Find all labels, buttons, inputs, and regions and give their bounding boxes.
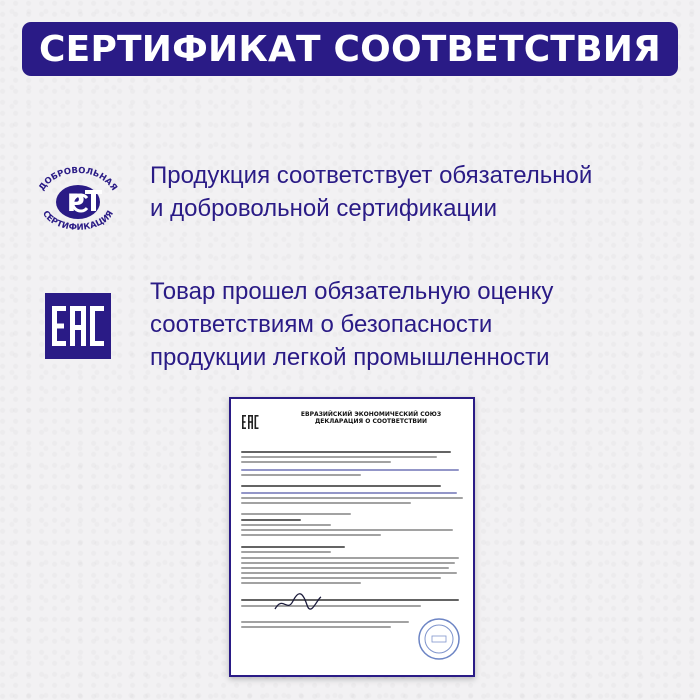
document-text-line	[241, 567, 449, 569]
feature-text	[150, 159, 685, 225]
document-text-line	[241, 529, 453, 531]
feature-line: соответствиям о безопасности	[150, 311, 493, 338]
document-text-line	[241, 485, 441, 487]
document-title-line: ДЕКЛАРАЦИЯ О СООТВЕТСТВИИ	[314, 418, 428, 425]
document-text-line	[241, 461, 391, 463]
document-text-line	[241, 621, 409, 623]
declaration-document-image	[229, 397, 475, 677]
feature-line: и добровольной сертификации	[150, 195, 498, 222]
document-stamp-icon	[417, 617, 461, 661]
document-text-line	[241, 519, 301, 521]
svg-text:Р: Р	[67, 189, 85, 217]
document-text-line	[241, 456, 437, 458]
document-text-line	[241, 513, 351, 515]
document-signature-icon	[273, 591, 323, 615]
document-text-line	[241, 502, 411, 504]
feature-line: Продукция соответствует обязательной	[150, 162, 593, 189]
document-text-line	[241, 451, 451, 453]
document-title	[281, 411, 461, 425]
document-text-line	[241, 469, 459, 471]
gost-icon-top-text: ДОБРОВОЛЬНАЯ	[37, 165, 119, 193]
document-text-line	[241, 524, 331, 526]
document-text-line	[241, 577, 441, 579]
document-text-line	[241, 497, 463, 499]
feature-line: продукции легкой промышленности	[150, 344, 550, 371]
document-text-line	[241, 605, 421, 607]
document-title-line: ЕВРАЗИЙСКИЙ ЭКОНОМИЧЕСКИЙ СОЮЗ	[300, 411, 442, 418]
feature-voluntary-certification	[0, 155, 700, 235]
gost-icon-bottom-text: СЕРТИФИКАЦИЯ	[40, 209, 116, 233]
document-text-line	[241, 492, 457, 494]
document-text-line	[241, 562, 455, 564]
document-text-line	[241, 557, 459, 559]
banner-title: СЕРТИФИКАТ СООТВЕТСТВИЯ	[39, 28, 661, 70]
feature-line: Товар прошел обязательную оценку	[150, 278, 554, 305]
document-text-line	[241, 546, 345, 548]
document-text-line	[241, 551, 331, 553]
gost-r-voluntary-certification-icon	[30, 165, 126, 237]
document-text-line	[241, 626, 391, 628]
title-banner	[22, 22, 678, 76]
document-text-line	[241, 474, 361, 476]
feature-eac-assessment	[0, 275, 700, 375]
document-text-line	[241, 582, 361, 584]
document-eac-icon	[241, 413, 259, 431]
eac-icon	[44, 292, 112, 360]
document-text-line	[241, 572, 457, 574]
feature-text	[150, 275, 685, 374]
document-text-line	[241, 534, 381, 536]
